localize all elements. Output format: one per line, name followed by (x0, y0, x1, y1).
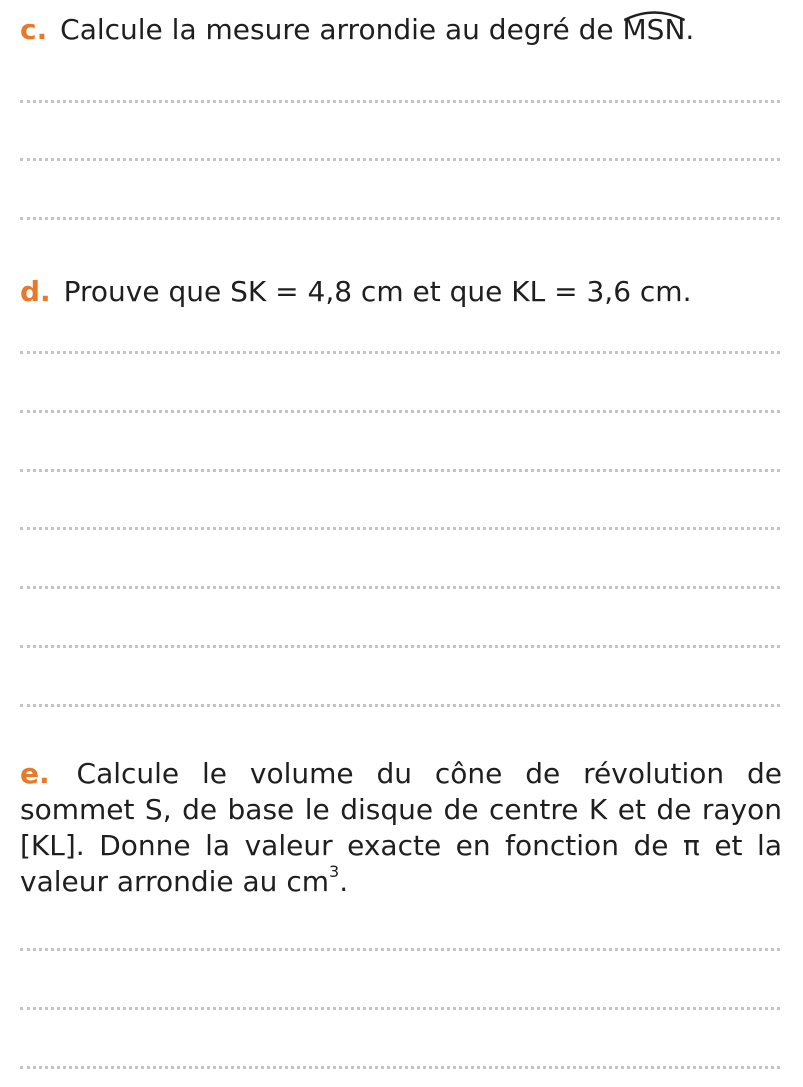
angle-msn (623, 12, 686, 48)
answer-line[interactable] (20, 1007, 780, 1010)
question-e (20, 756, 782, 900)
question-d (20, 274, 782, 310)
answer-line[interactable] (20, 1066, 780, 1069)
answer-line[interactable] (20, 410, 780, 413)
angle-arc-icon (623, 9, 686, 21)
question-e-text: Calcule le volume du cône de révolution de sommet S, de base le disque de centre K et de rayon [KL]. Donne la valeur exacte en fonction de π et la valeur arrondie au cm (20, 757, 782, 898)
question-d-text: Prouve que SK = 4,8 cm et que KL = 3,6 cm. (63, 275, 692, 308)
answer-line[interactable] (20, 704, 780, 707)
answer-line[interactable] (20, 948, 780, 951)
question-e-exponent: 3 (329, 861, 340, 881)
question-e-end: . (339, 865, 349, 898)
answer-line[interactable] (20, 217, 780, 220)
question-d-label: d. (20, 275, 51, 308)
angle-msn-text: MSN (622, 13, 686, 46)
question-c-end: . (685, 13, 695, 46)
answer-line[interactable] (20, 351, 780, 354)
answer-line[interactable] (20, 100, 780, 103)
answer-line[interactable] (20, 586, 780, 589)
answer-line[interactable] (20, 527, 780, 530)
question-c-text: Calcule la mesure arrondie au degré de (60, 13, 623, 46)
question-c (20, 12, 782, 48)
answer-line[interactable] (20, 469, 780, 472)
answer-line[interactable] (20, 645, 780, 648)
answer-line[interactable] (20, 158, 780, 161)
question-e-label: e. (20, 757, 50, 790)
question-c-label: c. (20, 13, 48, 46)
